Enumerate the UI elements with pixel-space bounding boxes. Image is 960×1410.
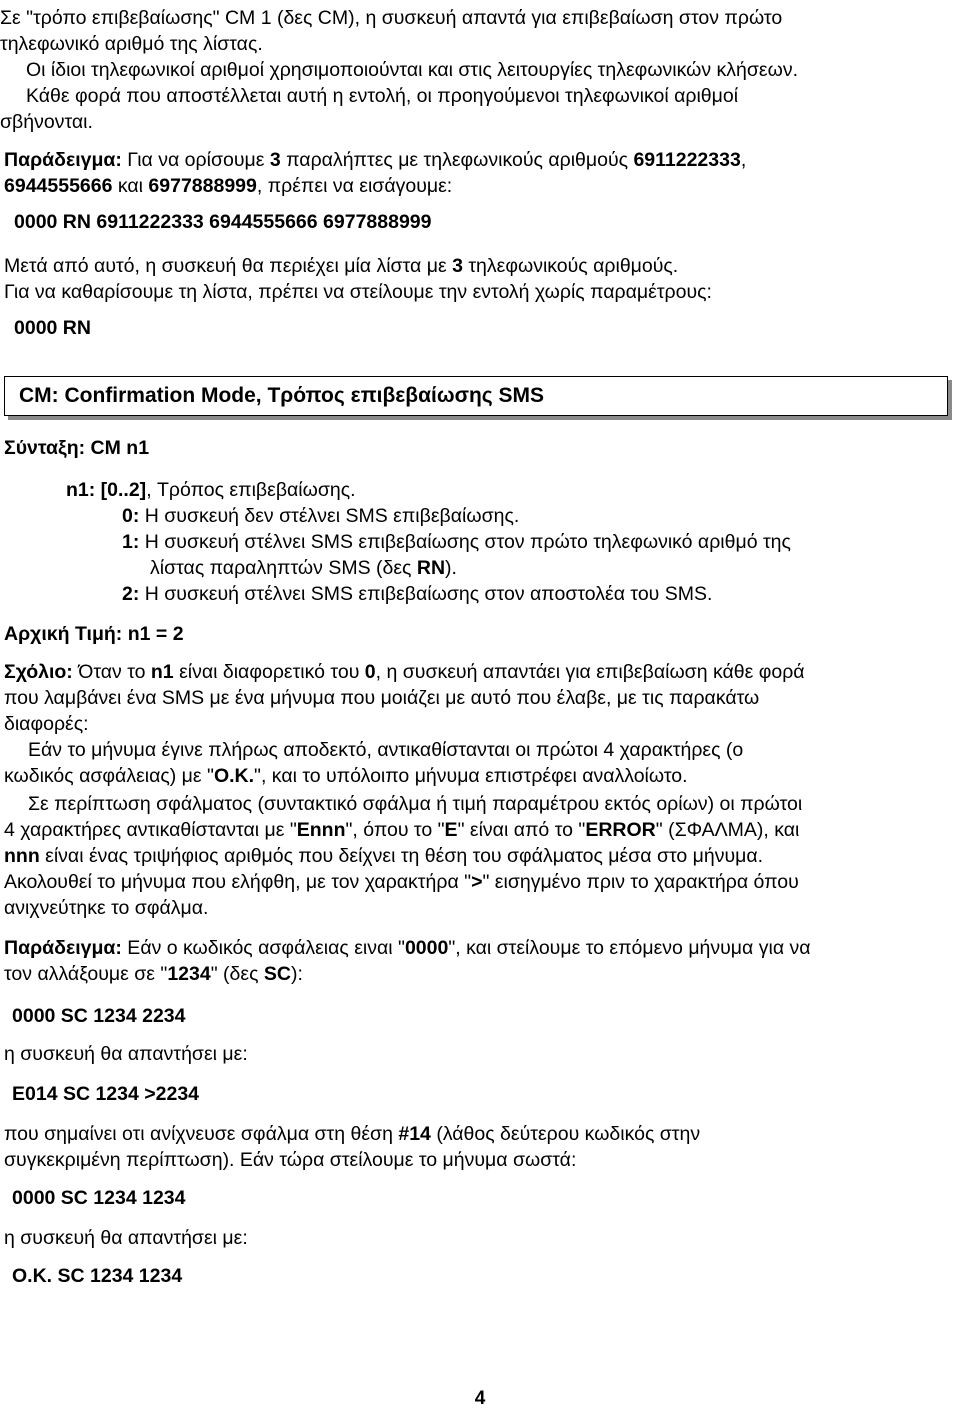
- text-span: και: [112, 175, 149, 197]
- paragraph-line: συγκεκριμένη περίπτωση). Εάν τώρα στείλουμε το μήνυμα σωστά:: [4, 1149, 577, 1171]
- option-line: [150, 556, 457, 580]
- text-span: , η συσκευή απαντάει για επιβεβαίωση κάθε φορά: [375, 661, 805, 683]
- text-span: 6977888999: [148, 175, 257, 197]
- example-line: [4, 148, 746, 172]
- text-span: κωδικός ασφάλειας) με ": [4, 765, 214, 787]
- example-line: [4, 174, 452, 198]
- command-example: O.K. SC 1234 1234: [12, 1265, 183, 1287]
- paragraph-line: διαφορές:: [4, 713, 89, 735]
- command-example: 0000 RN: [14, 317, 91, 339]
- paragraph-line: η συσκευή θα απαντήσει με:: [4, 1043, 248, 1065]
- text-span: 3: [269, 149, 281, 171]
- text-span: " είναι από το ": [457, 819, 586, 841]
- paragraph-line: Οι ίδιοι τηλεφωνικοί αριθμοί χρησιμοποιούνται και στις λειτουργίες τηλεφωνικών κλήσεων.: [26, 59, 798, 81]
- text-span: ", όπου το ": [345, 819, 445, 841]
- paragraph-line: ανιχνεύτηκε το σφάλμα.: [4, 897, 209, 919]
- text-span: Εάν ο κωδικός ασφάλειας ειναι ": [121, 937, 405, 959]
- paragraph-line: Κάθε φορά που αποστέλλεται αυτή η εντολή, οι προηγούμενοι τηλεφωνικοί αριθμοί: [26, 85, 739, 107]
- default-value-line: Αρχική Τιμή: n1 = 2: [4, 623, 184, 645]
- text-span: ).: [445, 557, 457, 579]
- text-span: Για να ορίσουμε: [121, 149, 270, 171]
- text-span: Σχόλιο:: [4, 661, 73, 683]
- text-span: τηλεφωνικούς αριθμούς.: [462, 255, 679, 277]
- text-span: n1: [150, 661, 174, 683]
- parameter-line: [66, 478, 356, 502]
- text-span: " εισηγμένο πριν το χαρακτήρα όπου: [482, 871, 799, 893]
- text-span: Παράδειγμα:: [4, 937, 122, 959]
- text-span: ):: [291, 963, 303, 985]
- paragraph-line: [4, 1122, 700, 1146]
- text-span: Η συσκευή δεν στέλνει SMS επιβεβαίωσης.: [139, 505, 520, 527]
- comment-line: [4, 660, 805, 684]
- paragraph-line: σβήνονται.: [0, 111, 93, 133]
- text-span: nnn: [4, 845, 40, 867]
- paragraph-line: που λαμβάνει ένα SMS με ένα μήνυμα που μοιάζει με αυτό που έλαβε, με τις παρακάτω: [4, 687, 760, 709]
- command-example: 0000 SC 1234 2234: [12, 1005, 186, 1027]
- paragraph-line: Σε "τρόπο επιβεβαίωσης" CM 1 (δες CM), η συσκευή απαντά για επιβεβαίωση στον πρώτο: [0, 7, 783, 29]
- text-span: " (ΣΦΑΛΜΑ), και: [655, 819, 800, 841]
- example-line: [4, 962, 303, 986]
- text-span: #14: [398, 1123, 431, 1145]
- example-label: Παράδειγμα:: [4, 149, 122, 171]
- option-line: [122, 504, 519, 528]
- text-span: Η συσκευή στέλνει SMS επιβεβαίωσης στον πρώτο τηλεφωνικό αριθμό της: [139, 531, 791, 553]
- page-number: 4: [474, 1388, 486, 1409]
- text-span: που σημαίνει οτι ανίχνευσε σφάλμα στη θέση: [4, 1123, 399, 1145]
- text-span: Ennn: [296, 819, 346, 841]
- text-span: , Τρόπος επιβεβαίωσης.: [146, 479, 356, 501]
- text-span: , πρέπει να εισάγουμε:: [256, 175, 453, 197]
- text-span: ", και το υπόλοιπο μήνυμα επιστρέφει αναλλοίωτο.: [254, 765, 688, 787]
- text-span: O.K.: [213, 765, 255, 787]
- text-span: τον αλλάξουμε σε ": [4, 963, 168, 985]
- text-span: 4 χαρακτήρες αντικαθίστανται με ": [4, 819, 297, 841]
- text-span: (λάθος δεύτερου κωδικός στην: [430, 1123, 701, 1145]
- text-span: παραλήπτες με τηλεφωνικούς αριθμούς: [280, 149, 634, 171]
- text-span: Η συσκευή στέλνει SMS επιβεβαίωσης στον αποστολέα του SMS.: [139, 583, 713, 605]
- option-line: [122, 582, 712, 606]
- text-span: ", και στείλουμε το επόμενο μήνυμα για να: [448, 937, 811, 959]
- paragraph-line: [4, 764, 688, 788]
- text-span: 0: [364, 661, 376, 683]
- text-span: είναι διαφορετικό του: [173, 661, 365, 683]
- syntax-line: Σύνταξη: CM n1: [4, 437, 150, 459]
- command-example: 0000 SC 1234 1234: [12, 1187, 186, 1209]
- option-line: [122, 530, 791, 554]
- text-span: RN: [416, 557, 446, 579]
- text-span: E: [444, 819, 458, 841]
- example-line: [4, 936, 811, 960]
- paragraph-line: Σε περίπτωση σφάλματος (συντακτικό σφάλμα ή τιμή παραμέτρου εκτός ορίων) οι πρώτοι: [28, 793, 803, 815]
- text-span: Όταν το: [72, 661, 151, 683]
- text-span: 6944555666: [4, 175, 113, 197]
- text-span: 1234: [167, 963, 211, 985]
- paragraph-line: [4, 818, 799, 842]
- text-span: " (δες: [210, 963, 264, 985]
- command-example: 0000 RN 6911222333 6944555666 6977888999: [14, 211, 432, 233]
- paragraph-line: [4, 870, 799, 894]
- text-span: SC: [263, 963, 292, 985]
- text-span: 1:: [122, 531, 140, 553]
- text-span: 3: [452, 255, 463, 277]
- text-span: Ακολουθεί το μήνυμα που ελήφθη, με τον χαρακτήρα ": [4, 871, 472, 893]
- text-span: Μετά από αυτό, η συσκευή θα περιέχει μία λίστα με: [4, 255, 453, 277]
- text-span: ,: [740, 149, 747, 171]
- paragraph-line: [4, 254, 678, 278]
- paragraph-line: [4, 844, 763, 868]
- text-span: n1: [0..2]: [66, 479, 147, 501]
- text-span: >: [471, 871, 483, 893]
- text-span: 0:: [122, 505, 140, 527]
- section-title: CM: Confirmation Mode, Τρόπος επιβεβαίωσης SMS: [19, 384, 545, 407]
- paragraph-line: τηλεφωνικό αριθμό της λίστας.: [0, 33, 263, 55]
- text-span: 0000: [404, 937, 449, 959]
- paragraph-line: Εάν το μήνυμα έγινε πλήρως αποδεκτό, αντικαθίστανται οι πρώτοι 4 χαρακτήρες (ο: [28, 739, 744, 761]
- section-header-box: [4, 376, 948, 416]
- text-span: λίστας παραληπτών SMS (δες: [150, 557, 417, 579]
- paragraph-line: Για να καθαρίσουμε τη λίστα, πρέπει να στείλουμε την εντολή χωρίς παραμέτρους:: [4, 281, 712, 303]
- text-span: 2:: [122, 583, 140, 605]
- paragraph-line: η συσκευή θα απαντήσει με:: [4, 1227, 248, 1249]
- text-span: ERROR: [585, 819, 656, 841]
- text-span: είναι ένας τριψήφιος αριθμός που δείχνει τη θέση του σφάλματος μέσα στο μήνυμα.: [39, 845, 764, 867]
- text-span: 6911222333: [633, 149, 741, 171]
- command-example: E014 SC 1234 >2234: [12, 1083, 200, 1105]
